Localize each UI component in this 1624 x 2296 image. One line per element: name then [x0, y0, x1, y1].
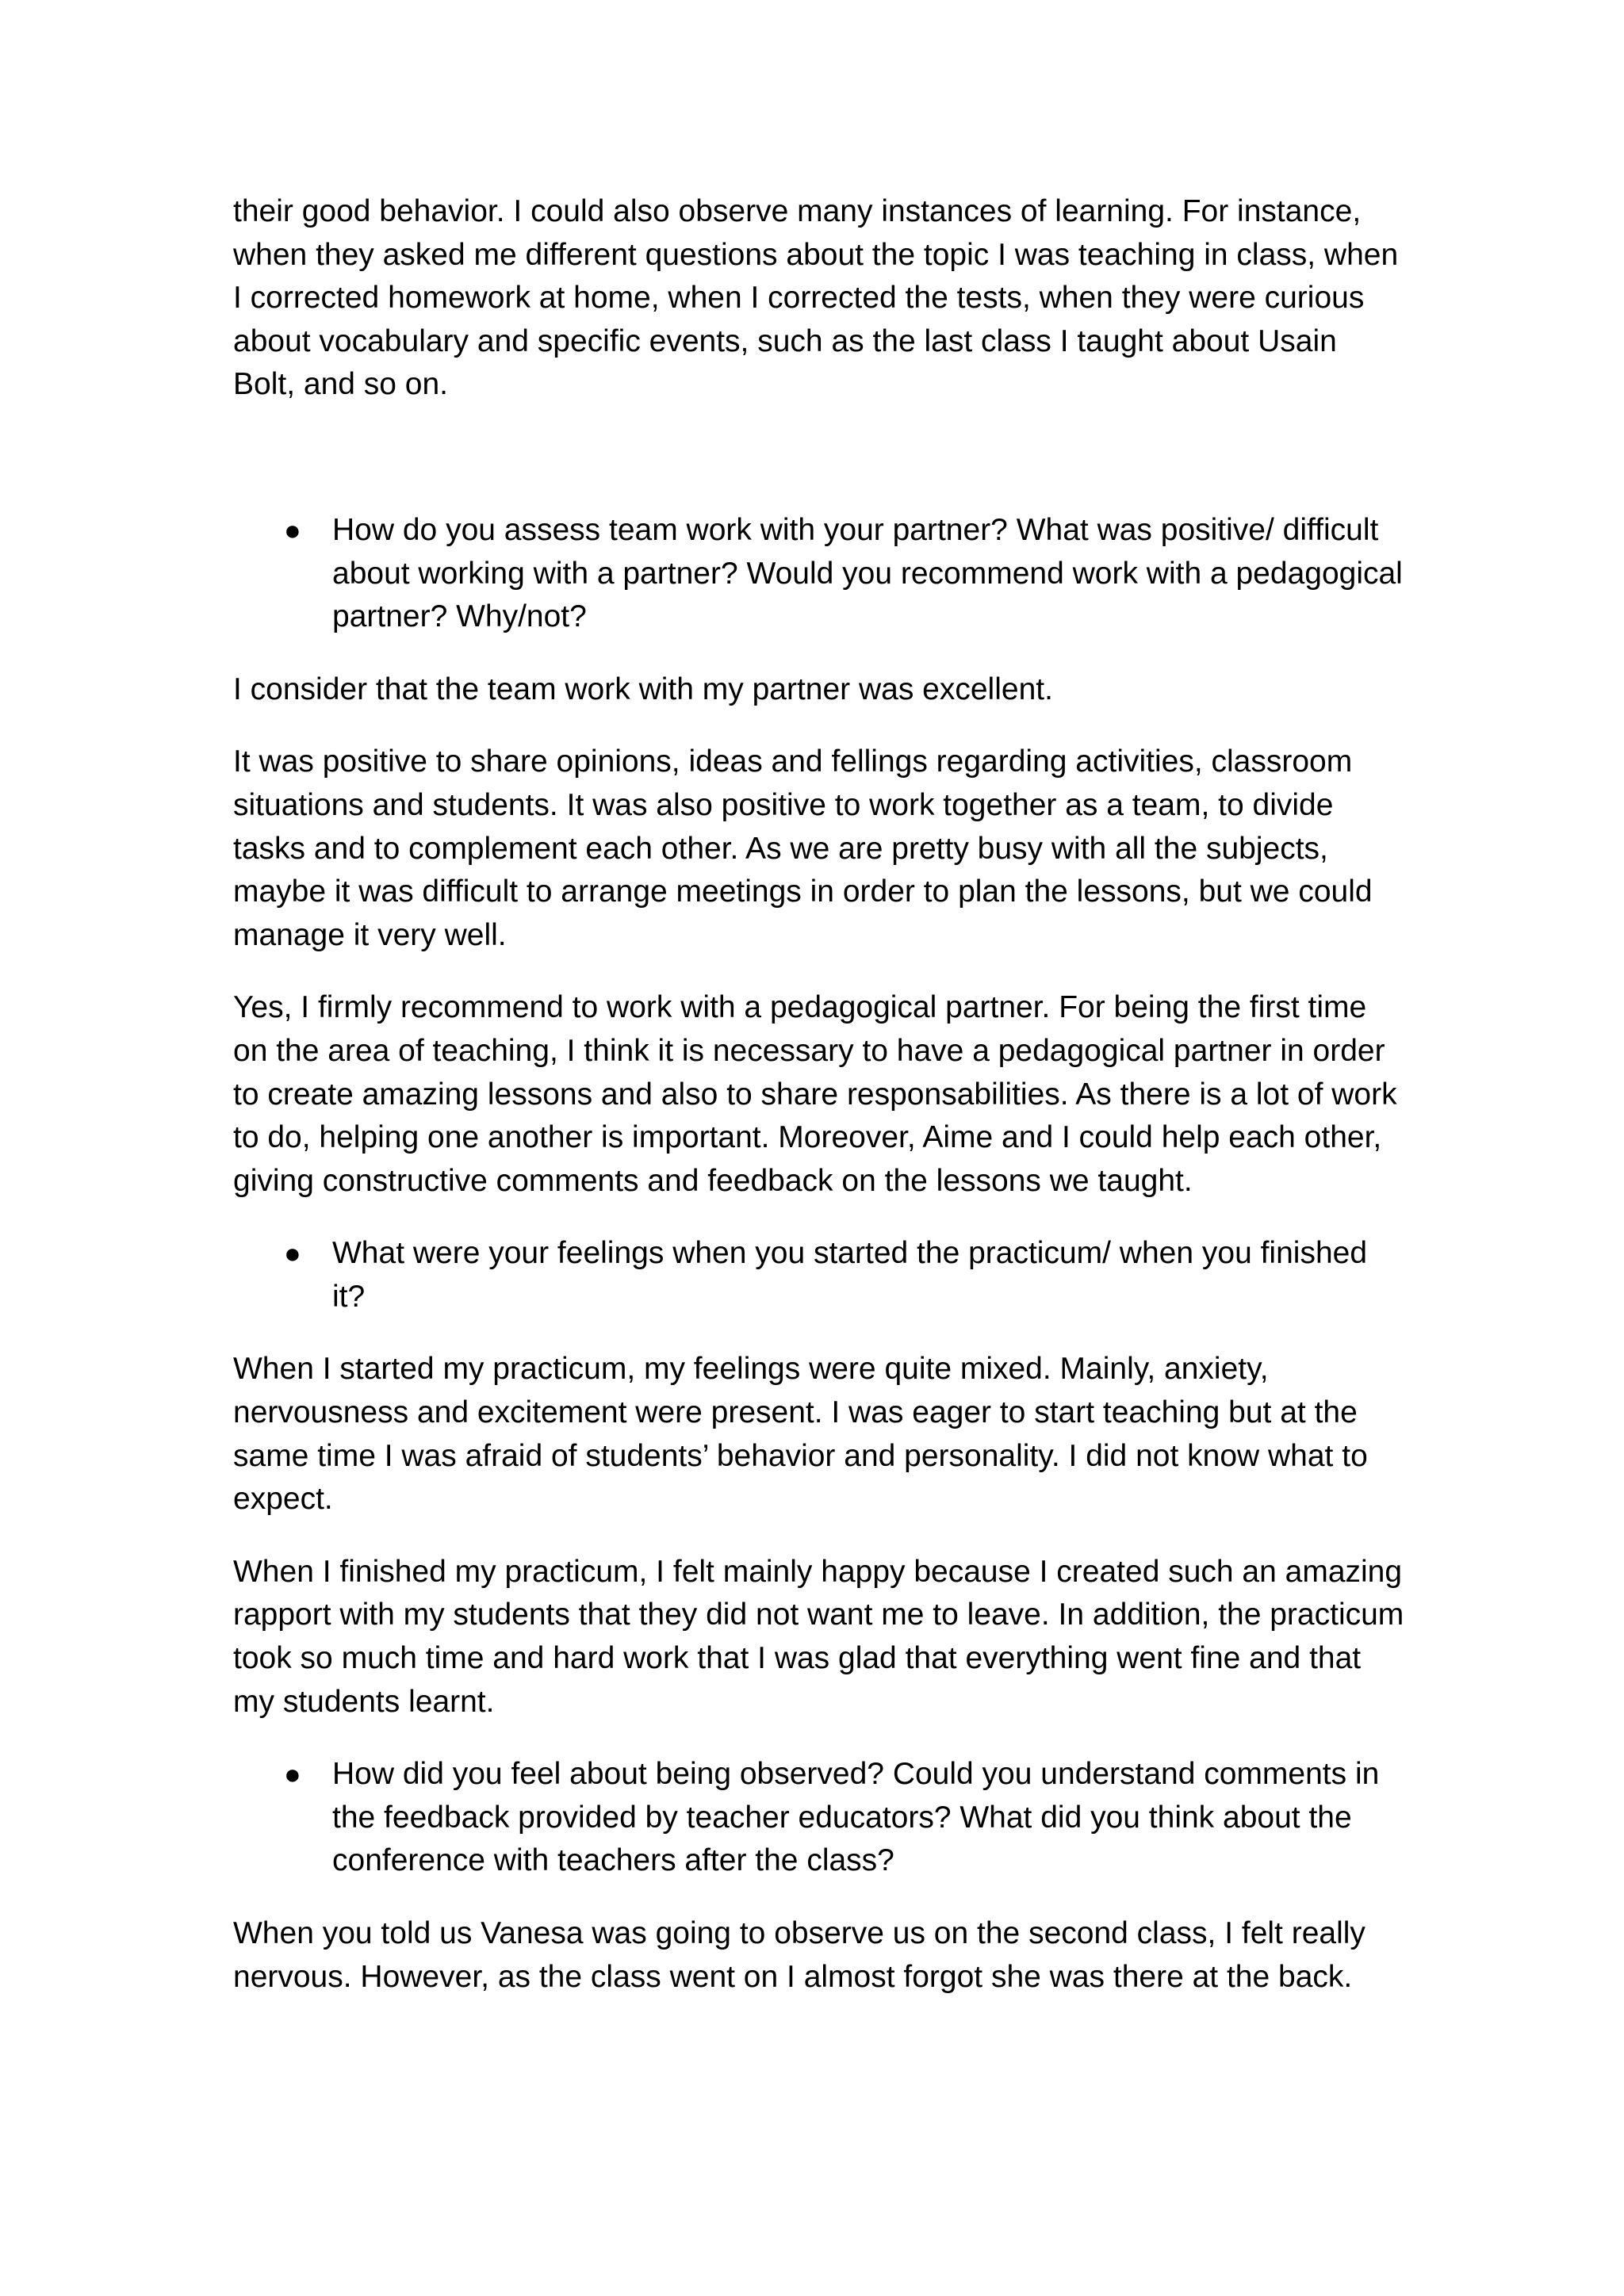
- answer-teamwork-2: It was positive to share opinions, ideas and fellings regarding activities, classroom situations and students. It was also positive to work together as a team, to divide tasks and to complement each other. As we are pretty busy with all the subjects, maybe it was difficult to arrange meetings in order to plan the lessons, but we could manage it very well.: [233, 744, 1373, 952]
- answer-feelings-1: When I started my practicum, my feelings were quite mixed. Mainly, anxiety, nervousness and excitement were present. I was eager to start teaching but at the same time I was afraid of students’ behavior and personality. I did not know what to expect.: [233, 1352, 1368, 1517]
- answer-feelings-2: When I finished my practicum, I felt mainly happy because I created such an amazing rapport with my students that they did not want me to leave. In addition, the practicum took so much time and hard work that I was glad that everything went fine and that my students learnt.: [233, 1554, 1404, 1719]
- paragraph-intro: their good behavior. I could also observe many instances of learning. For instance, when they asked me different questions about the topic I was teaching in class, when I corrected homework at home, when I corrected the tests, when they were curious about vocabulary and specific events, such as the last class I taught about Usain Bolt, and so on.: [233, 194, 1399, 402]
- answer-teamwork-3: Yes, I firmly recommend to work with a pedagogical partner. For being the first time on the area of teaching, I think it is necessary to have a pedagogical partner in order to create amazing lessons and also to share responsabilities. As there is a lot of work to do, helping one another is important. Moreover, Aime and I could help each other, giving constructive comments and feedback on the lessons we taught.: [233, 990, 1397, 1198]
- answer-teamwork-1: I consider that the team work with my partner was excellent.: [233, 672, 1053, 706]
- question-teamwork-text: How do you assess team work with your partner? What was positive/ difficult about working with a partner? Would you recommend work with a pedagogical partner? Why/not?: [332, 512, 1403, 634]
- answer-observed-1: When you told us Vanesa was going to observe us on the second class, I felt really nervous. However, as the class went on I almost forgot she was there at the back.: [233, 1916, 1365, 1994]
- document-body: [233, 190, 1407, 2028]
- paragraph-spacer: [233, 436, 1407, 509]
- question-feelings: [233, 1232, 1407, 1318]
- bullet-dot-icon: ●: [284, 1758, 301, 1791]
- question-feelings-text: What were your feelings when you started the practicum/ when you finished it?: [332, 1236, 1368, 1314]
- question-observed: [233, 1753, 1407, 1883]
- bullet-dot-icon: ●: [284, 1237, 301, 1270]
- bullet-dot-icon: ●: [284, 513, 301, 546]
- question-observed-text: How did you feel about being observed? Could you understand comments in the feedback provided by teacher educators? What did you think about the conference with teachers after the class?: [332, 1757, 1380, 1878]
- question-teamwork: [233, 509, 1407, 639]
